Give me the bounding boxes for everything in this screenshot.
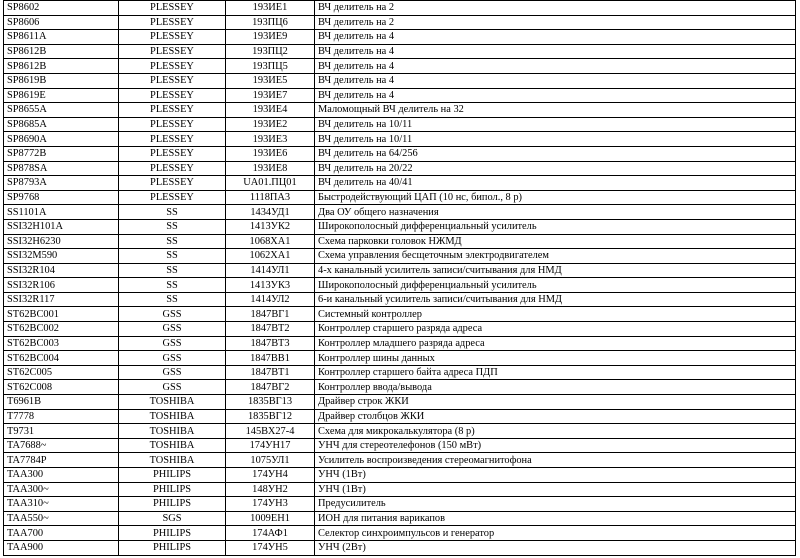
manufacturer-cell: PLESSEY <box>119 1 226 16</box>
manufacturer-cell: PLESSEY <box>119 176 226 191</box>
manufacturer-cell: PLESSEY <box>119 73 226 88</box>
analog-code-cell: 193ИЕ8 <box>226 161 315 176</box>
table-row <box>4 511 796 526</box>
description-cell: Схема управления бесщеточным электродвигателем <box>315 249 796 264</box>
table-row <box>4 468 796 483</box>
description-cell: ВЧ делитель на 2 <box>315 15 796 30</box>
table-row <box>4 292 796 307</box>
table-row <box>4 263 796 278</box>
parts-cross-reference-table <box>3 0 796 556</box>
analog-code-cell: 145ВХ27-4 <box>226 424 315 439</box>
table-row <box>4 322 796 337</box>
table-row <box>4 176 796 191</box>
table-row <box>4 146 796 161</box>
analog-code-cell: UA01.ПЦ01 <box>226 176 315 191</box>
part-number-cell: SP8611A <box>4 30 119 45</box>
manufacturer-cell: SS <box>119 263 226 278</box>
manufacturer-cell: GSS <box>119 351 226 366</box>
description-cell: ВЧ делитель на 2 <box>315 1 796 16</box>
manufacturer-cell: PLESSEY <box>119 103 226 118</box>
table-row <box>4 190 796 205</box>
part-number-cell: ST62BC002 <box>4 322 119 337</box>
table-row <box>4 73 796 88</box>
analog-code-cell: 193ИЕ9 <box>226 30 315 45</box>
manufacturer-cell: GSS <box>119 365 226 380</box>
manufacturer-cell: GSS <box>119 380 226 395</box>
part-number-cell: TAA900 <box>4 540 119 555</box>
part-number-cell: SP8619E <box>4 88 119 103</box>
table-row <box>4 409 796 424</box>
part-number-cell: ST62BC001 <box>4 307 119 322</box>
part-number-cell: TA7784P <box>4 453 119 468</box>
analog-code-cell: 1847ВГ1 <box>226 307 315 322</box>
part-number-cell: SP8602 <box>4 1 119 16</box>
part-number-cell: SP8612B <box>4 44 119 59</box>
analog-code-cell: 174УН17 <box>226 438 315 453</box>
description-cell: Предусилитель <box>315 497 796 512</box>
manufacturer-cell: SS <box>119 249 226 264</box>
analog-code-cell: 1835ВГ13 <box>226 395 315 410</box>
part-number-cell: TA7688~ <box>4 438 119 453</box>
table-row <box>4 234 796 249</box>
description-cell: УНЧ (1Вт) <box>315 482 796 497</box>
description-cell: Усилитель воспроизведения стереомагнитофона <box>315 453 796 468</box>
analog-code-cell: 193ИЕ3 <box>226 132 315 147</box>
manufacturer-cell: GSS <box>119 307 226 322</box>
description-cell: ВЧ делитель на 4 <box>315 59 796 74</box>
part-number-cell: SSI32R104 <box>4 263 119 278</box>
analog-code-cell: 1414УЛ1 <box>226 263 315 278</box>
description-cell: ВЧ делитель на 4 <box>315 30 796 45</box>
part-number-cell: T7778 <box>4 409 119 424</box>
manufacturer-cell: SS <box>119 292 226 307</box>
analog-code-cell: 1847ВТ2 <box>226 322 315 337</box>
analog-code-cell: 174АФ1 <box>226 526 315 541</box>
analog-code-cell: 1009ЕН1 <box>226 511 315 526</box>
part-number-cell: SP8772B <box>4 146 119 161</box>
manufacturer-cell: SS <box>119 278 226 293</box>
description-cell: Схема парковки головок НЖМД <box>315 234 796 249</box>
part-number-cell: TAA300~ <box>4 482 119 497</box>
description-cell: Драйвер столбцов ЖКИ <box>315 409 796 424</box>
part-number-cell: TAA310~ <box>4 497 119 512</box>
manufacturer-cell: PLESSEY <box>119 30 226 45</box>
part-number-cell: SS1101A <box>4 205 119 220</box>
description-cell: Широкополосный дифференциальный усилитель <box>315 219 796 234</box>
part-number-cell: TAA550~ <box>4 511 119 526</box>
description-cell: Драйвер строк ЖКИ <box>315 395 796 410</box>
analog-code-cell: 193ИЕ6 <box>226 146 315 161</box>
table-row <box>4 132 796 147</box>
table-row <box>4 219 796 234</box>
table-row <box>4 351 796 366</box>
description-cell: ИОН для питания варикапов <box>315 511 796 526</box>
table-row <box>4 30 796 45</box>
analog-code-cell: 1847ВГ2 <box>226 380 315 395</box>
manufacturer-cell: GSS <box>119 322 226 337</box>
description-cell: Контроллер шины данных <box>315 351 796 366</box>
manufacturer-cell: SGS <box>119 511 226 526</box>
description-cell: Системный контроллер <box>315 307 796 322</box>
description-cell: ВЧ делитель на 64/256 <box>315 146 796 161</box>
description-cell: УНЧ (1Вт) <box>315 468 796 483</box>
table-row <box>4 59 796 74</box>
table-row <box>4 88 796 103</box>
part-number-cell: SP8685A <box>4 117 119 132</box>
part-number-cell: ST62C008 <box>4 380 119 395</box>
description-cell: Схема для микрокалькулятора (8 р) <box>315 424 796 439</box>
manufacturer-cell: PHILIPS <box>119 526 226 541</box>
manufacturer-cell: GSS <box>119 336 226 351</box>
manufacturer-cell: SS <box>119 219 226 234</box>
analog-code-cell: 193ИЕ7 <box>226 88 315 103</box>
manufacturer-cell: PLESSEY <box>119 117 226 132</box>
table-row <box>4 44 796 59</box>
manufacturer-cell: PLESSEY <box>119 44 226 59</box>
analog-code-cell: 193ИЕ1 <box>226 1 315 16</box>
part-number-cell: SP878SA <box>4 161 119 176</box>
table-row <box>4 540 796 555</box>
analog-code-cell: 1847ВТ3 <box>226 336 315 351</box>
part-number-cell: ST62BC003 <box>4 336 119 351</box>
description-cell: ВЧ делитель на 20/22 <box>315 161 796 176</box>
table-row <box>4 380 796 395</box>
table-row <box>4 307 796 322</box>
table-row <box>4 336 796 351</box>
table-row <box>4 161 796 176</box>
analog-code-cell: 1413УК2 <box>226 219 315 234</box>
description-cell: Контроллер старшего разряда адреса <box>315 322 796 337</box>
manufacturer-cell: PHILIPS <box>119 540 226 555</box>
manufacturer-cell: PLESSEY <box>119 88 226 103</box>
part-number-cell: SSI32H6230 <box>4 234 119 249</box>
analog-code-cell: 193ПЦ2 <box>226 44 315 59</box>
part-number-cell: SP8793A <box>4 176 119 191</box>
analog-code-cell: 193ИЕ2 <box>226 117 315 132</box>
analog-code-cell: 193ПЦ5 <box>226 59 315 74</box>
description-cell: ВЧ делитель на 10/11 <box>315 132 796 147</box>
analog-code-cell: 1075УЛ1 <box>226 453 315 468</box>
manufacturer-cell: TOSHIBA <box>119 409 226 424</box>
description-cell: Контроллер старшего байта адреса ПДП <box>315 365 796 380</box>
analog-code-cell: 1068ХА1 <box>226 234 315 249</box>
description-cell: Контроллер младшего разряда адреса <box>315 336 796 351</box>
part-number-cell: SP8690A <box>4 132 119 147</box>
manufacturer-cell: PHILIPS <box>119 497 226 512</box>
manufacturer-cell: TOSHIBA <box>119 395 226 410</box>
part-number-cell: SP8612B <box>4 59 119 74</box>
analog-code-cell: 1847ВТ1 <box>226 365 315 380</box>
analog-code-cell: 174УН3 <box>226 497 315 512</box>
description-cell: Быстродействующий ЦАП (10 нс, бипол., 8 р) <box>315 190 796 205</box>
part-number-cell: ST62C005 <box>4 365 119 380</box>
part-number-cell: T9731 <box>4 424 119 439</box>
manufacturer-cell: TOSHIBA <box>119 438 226 453</box>
description-cell: Контроллер ввода/вывода <box>315 380 796 395</box>
manufacturer-cell: SS <box>119 234 226 249</box>
table-row <box>4 497 796 512</box>
description-cell: ВЧ делитель на 40/41 <box>315 176 796 191</box>
part-number-cell: SSI32H101A <box>4 219 119 234</box>
analog-code-cell: 174УН4 <box>226 468 315 483</box>
description-cell: ВЧ делитель на 4 <box>315 44 796 59</box>
description-cell: Маломощный ВЧ делитель на 32 <box>315 103 796 118</box>
table-row <box>4 438 796 453</box>
part-number-cell: SP8655A <box>4 103 119 118</box>
description-cell: ВЧ делитель на 4 <box>315 73 796 88</box>
manufacturer-cell: PLESSEY <box>119 146 226 161</box>
table-row <box>4 395 796 410</box>
part-number-cell: SSI32R117 <box>4 292 119 307</box>
manufacturer-cell: PLESSEY <box>119 161 226 176</box>
manufacturer-cell: PLESSEY <box>119 15 226 30</box>
manufacturer-cell: PHILIPS <box>119 468 226 483</box>
description-cell: 6-и канальный усилитель записи/считывания для НМД <box>315 292 796 307</box>
table-row <box>4 526 796 541</box>
table-row <box>4 482 796 497</box>
part-number-cell: SSI32M590 <box>4 249 119 264</box>
manufacturer-cell: SS <box>119 205 226 220</box>
table-row <box>4 205 796 220</box>
analog-code-cell: 193ИЕ4 <box>226 103 315 118</box>
analog-code-cell: 1062ХА1 <box>226 249 315 264</box>
analog-code-cell: 1118ПА3 <box>226 190 315 205</box>
analog-code-cell: 148УН2 <box>226 482 315 497</box>
manufacturer-cell: PLESSEY <box>119 190 226 205</box>
analog-code-cell: 1847ВВ1 <box>226 351 315 366</box>
table-row <box>4 1 796 16</box>
part-number-cell: SP8619B <box>4 73 119 88</box>
manufacturer-cell: PHILIPS <box>119 482 226 497</box>
description-cell: УНЧ (2Вт) <box>315 540 796 555</box>
manufacturer-cell: PLESSEY <box>119 59 226 74</box>
part-number-cell: SP8606 <box>4 15 119 30</box>
manufacturer-cell: TOSHIBA <box>119 453 226 468</box>
manufacturer-cell: TOSHIBA <box>119 424 226 439</box>
description-cell: ВЧ делитель на 4 <box>315 88 796 103</box>
analog-code-cell: 193ИЕ5 <box>226 73 315 88</box>
description-cell: 4-х канальный усилитель записи/считывания для НМД <box>315 263 796 278</box>
part-number-cell: T6961B <box>4 395 119 410</box>
table-row <box>4 278 796 293</box>
analog-code-cell: 1434УД1 <box>226 205 315 220</box>
part-number-cell: TAA300 <box>4 468 119 483</box>
analog-code-cell: 193ПЦ6 <box>226 15 315 30</box>
table-row <box>4 15 796 30</box>
table-row <box>4 117 796 132</box>
description-cell: Широкополосный дифференциальный усилитель <box>315 278 796 293</box>
table-row <box>4 424 796 439</box>
table-row <box>4 103 796 118</box>
description-cell: Селектор синхроимпульсов и генератор <box>315 526 796 541</box>
part-number-cell: TAA700 <box>4 526 119 541</box>
description-cell: ВЧ делитель на 10/11 <box>315 117 796 132</box>
manufacturer-cell: PLESSEY <box>119 132 226 147</box>
analog-code-cell: 1414УЛ2 <box>226 292 315 307</box>
part-number-cell: SSI32R106 <box>4 278 119 293</box>
table-row <box>4 249 796 264</box>
table-row <box>4 365 796 380</box>
part-number-cell: ST62BC004 <box>4 351 119 366</box>
description-cell: УНЧ для стереотелефонов (150 мВт) <box>315 438 796 453</box>
table-row <box>4 453 796 468</box>
description-cell: Два ОУ общего назначения <box>315 205 796 220</box>
table-body <box>4 1 796 556</box>
analog-code-cell: 1413УК3 <box>226 278 315 293</box>
part-number-cell: SP9768 <box>4 190 119 205</box>
analog-code-cell: 1835ВГ12 <box>226 409 315 424</box>
analog-code-cell: 174УН5 <box>226 540 315 555</box>
